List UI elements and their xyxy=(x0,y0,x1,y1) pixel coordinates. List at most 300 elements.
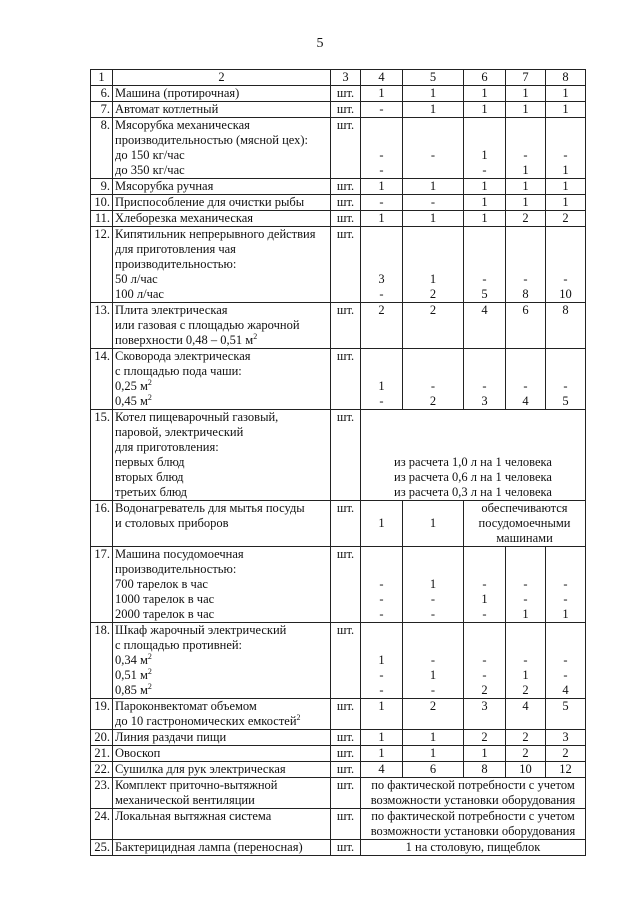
table-row xyxy=(91,195,586,211)
item-name xyxy=(113,179,331,195)
header-cell: 3 xyxy=(331,70,361,86)
value-cell xyxy=(546,349,586,410)
value-cell xyxy=(403,349,464,410)
value-line xyxy=(508,242,543,257)
value-cell xyxy=(546,623,586,699)
header-cell: 2 xyxy=(113,70,331,86)
value-cell xyxy=(464,349,506,410)
value-line xyxy=(548,118,583,133)
value-line xyxy=(405,547,461,562)
item-name xyxy=(113,746,331,762)
note-line xyxy=(363,440,583,455)
value-line: 5 xyxy=(562,394,569,408)
item-name-line: Плита электрическая xyxy=(115,303,228,317)
value-line: 2 xyxy=(378,303,385,317)
unit-cell: шт. xyxy=(331,86,361,102)
item-name xyxy=(113,778,331,809)
unit-cell: шт. xyxy=(331,699,361,730)
table-row xyxy=(91,86,586,102)
value-cell xyxy=(546,179,586,195)
item-name-line: паровой, электрический xyxy=(115,425,244,439)
value-cell xyxy=(506,547,546,623)
value-line xyxy=(508,623,543,638)
item-name xyxy=(113,102,331,118)
value-cell xyxy=(464,303,506,349)
item-name-line: 50 л/час xyxy=(115,272,158,286)
item-name-line: первых блюд xyxy=(115,455,185,469)
item-name xyxy=(113,501,331,547)
row-number: 16. xyxy=(91,501,113,547)
value-line xyxy=(508,547,543,562)
value-line xyxy=(466,562,503,577)
note-line: возможности установки оборудования xyxy=(370,793,576,807)
row-number: 18. xyxy=(91,623,113,699)
value-cell xyxy=(361,118,403,179)
value-cell xyxy=(361,623,403,699)
value-line xyxy=(363,364,400,379)
value-line: - xyxy=(482,668,487,682)
value-line: 1 xyxy=(562,607,569,621)
value-cell xyxy=(506,349,546,410)
value-line xyxy=(548,547,583,562)
note-line: посудомоечными xyxy=(478,516,571,530)
item-name-line: Котел пищеварочный газовый, xyxy=(115,410,279,424)
item-name-line: механической вентиляции xyxy=(115,793,255,807)
value-cell xyxy=(506,762,546,778)
value-line: 2 xyxy=(522,746,529,760)
table-row xyxy=(91,227,586,303)
value-line xyxy=(466,242,503,257)
value-line: - xyxy=(523,272,528,286)
unit-cell: шт. xyxy=(331,227,361,303)
unit-cell: шт. xyxy=(331,547,361,623)
value-line xyxy=(508,562,543,577)
value-cell xyxy=(464,118,506,179)
value-line: - xyxy=(379,683,384,697)
value-line: - xyxy=(482,163,487,177)
note-line: по фактической потребности с учетом xyxy=(371,809,575,823)
value-cell xyxy=(361,303,403,349)
value-cell xyxy=(361,86,403,102)
value-line xyxy=(405,257,461,272)
value-cell xyxy=(464,86,506,102)
value-line: - xyxy=(379,668,384,682)
value-cell xyxy=(464,547,506,623)
table-row xyxy=(91,349,586,410)
item-name-line: Пароконвектомат объемом xyxy=(115,699,257,713)
value-line xyxy=(363,638,400,653)
value-cell xyxy=(403,746,464,762)
value-line: - xyxy=(523,592,528,606)
value-line: 1 xyxy=(562,102,569,116)
value-line xyxy=(548,257,583,272)
item-name-line: Кипятильник непрерывного действия xyxy=(115,227,316,241)
value-cell xyxy=(361,746,403,762)
value-line: 1 xyxy=(378,86,385,100)
row-number: 21. xyxy=(91,746,113,762)
value-line xyxy=(405,227,461,242)
row-number: 9. xyxy=(91,179,113,195)
merged-note-cell xyxy=(361,840,586,856)
merged-note-cell xyxy=(361,809,586,840)
item-name-line: Комплект приточно-вытяжной xyxy=(115,778,278,792)
unit-cell: шт. xyxy=(331,623,361,699)
table-row xyxy=(91,303,586,349)
unit-cell: шт. xyxy=(331,762,361,778)
item-name-line: Хлеборезка механическая xyxy=(115,211,254,225)
table-row xyxy=(91,730,586,746)
unit-cell: шт. xyxy=(331,840,361,856)
merged-note-cell xyxy=(361,778,586,809)
value-line: - xyxy=(523,577,528,591)
value-cell xyxy=(361,102,403,118)
header-cell: 5 xyxy=(403,70,464,86)
value-cell xyxy=(506,746,546,762)
value-line xyxy=(363,562,400,577)
item-name xyxy=(113,547,331,623)
value-line: 2 xyxy=(562,746,569,760)
value-cell xyxy=(464,227,506,303)
value-line xyxy=(405,118,461,133)
value-cell xyxy=(403,762,464,778)
value-line: - xyxy=(563,592,568,606)
value-line: 1 xyxy=(378,179,385,193)
value-cell xyxy=(546,730,586,746)
unit-cell: шт. xyxy=(331,410,361,501)
unit-cell: шт. xyxy=(331,809,361,840)
merged-note-cell xyxy=(361,410,586,501)
table-row xyxy=(91,102,586,118)
value-cell xyxy=(506,211,546,227)
item-name-line: 700 тарелок в час xyxy=(115,577,208,591)
value-line: 3 xyxy=(481,394,488,408)
value-line: - xyxy=(379,577,384,591)
value-line xyxy=(466,364,503,379)
item-name-line: Бактерицидная лампа (переносная) xyxy=(115,840,303,854)
value-cell xyxy=(403,303,464,349)
item-name xyxy=(113,349,331,410)
value-line: 4 xyxy=(378,762,385,776)
value-cell xyxy=(546,227,586,303)
value-cell xyxy=(506,623,546,699)
item-name-line: до 350 кг/час xyxy=(115,163,185,177)
value-line: 2 xyxy=(522,211,529,225)
item-name-line: Водонагреватель для мытья посуды xyxy=(115,501,305,515)
value-line: 1 xyxy=(562,163,569,177)
value-cell xyxy=(506,227,546,303)
value-line xyxy=(548,638,583,653)
value-line xyxy=(508,638,543,653)
note-line: из расчета 1,0 л на 1 человека xyxy=(394,455,552,469)
value-cell xyxy=(506,118,546,179)
row-number: 12. xyxy=(91,227,113,303)
table-row xyxy=(91,778,586,809)
value-line xyxy=(548,562,583,577)
value-line xyxy=(548,242,583,257)
value-line: 1 xyxy=(522,86,529,100)
value-cell xyxy=(546,699,586,730)
unit-cell: шт. xyxy=(331,118,361,179)
value-line xyxy=(363,133,400,148)
value-line: 1 xyxy=(481,179,488,193)
note-line: 1 на столовую, пищеблок xyxy=(405,840,541,854)
table-row xyxy=(91,179,586,195)
row-number: 7. xyxy=(91,102,113,118)
row-number: 11. xyxy=(91,211,113,227)
value-line xyxy=(363,227,400,242)
item-name-line: Локальная вытяжная система xyxy=(115,809,272,823)
value-cell xyxy=(361,730,403,746)
value-line xyxy=(466,118,503,133)
item-name-line: Шкаф жарочный электрический xyxy=(115,623,287,637)
value-cell xyxy=(506,86,546,102)
value-line: 4 xyxy=(522,394,529,408)
value-cell xyxy=(464,102,506,118)
value-line: 8 xyxy=(481,762,488,776)
value-cell xyxy=(361,211,403,227)
value-line: 2 xyxy=(429,699,437,713)
value-line: - xyxy=(563,148,568,162)
row-number: 19. xyxy=(91,699,113,730)
value-cell xyxy=(361,762,403,778)
value-line: 1 xyxy=(481,746,488,760)
value-line: 1 xyxy=(522,102,529,116)
item-name-line: Овоскоп xyxy=(115,746,161,760)
value-line: 10 xyxy=(519,762,532,776)
value-line: 1 xyxy=(522,668,529,682)
value-cell xyxy=(403,623,464,699)
value-line: - xyxy=(430,607,436,621)
item-name xyxy=(113,195,331,211)
value-line xyxy=(363,547,400,562)
value-line: - xyxy=(379,163,384,177)
item-name-line: Машина посудомоечная xyxy=(115,547,244,561)
value-cell xyxy=(464,623,506,699)
unit-cell: шт. xyxy=(331,778,361,809)
value-line xyxy=(466,638,503,653)
item-name-line: третьих блюд xyxy=(115,485,187,499)
value-line xyxy=(405,364,461,379)
value-cell xyxy=(464,746,506,762)
value-line: - xyxy=(563,577,568,591)
value-line: - xyxy=(379,287,384,301)
value-line: 1 xyxy=(522,163,529,177)
value-cell xyxy=(506,179,546,195)
item-name-line: Приспособление для очистки рыбы xyxy=(115,195,305,209)
row-number: 15. xyxy=(91,410,113,501)
note-line xyxy=(363,410,583,425)
value-cell xyxy=(546,547,586,623)
value-line: 1 xyxy=(522,607,529,621)
value-line xyxy=(508,364,543,379)
unit-cell: шт. xyxy=(331,746,361,762)
item-name-line: до 150 кг/час xyxy=(115,148,185,162)
value-line: 1 xyxy=(522,195,529,209)
value-line: - xyxy=(563,653,568,667)
unit-cell: шт. xyxy=(331,730,361,746)
item-name-line: Линия раздачи пищи xyxy=(115,730,227,744)
value-line: 4 xyxy=(562,683,569,697)
unit-cell: шт. xyxy=(331,303,361,349)
value-line: - xyxy=(430,148,436,162)
note-line: из расчета 0,6 л на 1 человека xyxy=(394,470,552,484)
table-row xyxy=(91,746,586,762)
item-name-line: поверхности 0,48 – 0,51 $м^2$ xyxy=(115,331,258,347)
value-line: - xyxy=(430,683,436,697)
value-line xyxy=(405,133,461,148)
value-line: 1 xyxy=(481,195,488,209)
table-header-row xyxy=(91,70,586,86)
item-name-line: до 10 гастрономических емкостей$^2$ xyxy=(115,712,301,728)
item-name-line: Машина (протирочная) xyxy=(115,86,240,100)
value-line: 1 xyxy=(562,179,569,193)
value-cell xyxy=(464,211,506,227)
value-cell xyxy=(403,730,464,746)
table-row xyxy=(91,699,586,730)
row-number: 25. xyxy=(91,840,113,856)
item-name xyxy=(113,118,331,179)
header-cell: 8 xyxy=(546,70,586,86)
note-line: из расчета 0,3 л на 1 человека xyxy=(394,485,552,499)
table-row xyxy=(91,547,586,623)
value-line: 2 xyxy=(429,287,437,301)
item-name-line: с площадью пода чаши: xyxy=(115,364,242,378)
value-cell xyxy=(403,86,464,102)
value-line: 1 xyxy=(429,577,437,591)
value-line: 1 xyxy=(378,730,385,744)
item-name xyxy=(113,840,331,856)
value-line: - xyxy=(563,272,568,286)
value-line: - xyxy=(523,653,528,667)
value-line: 2 xyxy=(522,730,529,744)
row-number: 8. xyxy=(91,118,113,179)
value-cell xyxy=(464,762,506,778)
value-line: 2 xyxy=(562,211,569,225)
table-row xyxy=(91,410,586,501)
table-row xyxy=(91,623,586,699)
value-line: 1 xyxy=(378,653,385,667)
value-cell xyxy=(546,746,586,762)
table-row xyxy=(91,501,586,547)
merged-note-cell xyxy=(464,501,586,547)
value-cell xyxy=(361,547,403,623)
item-name xyxy=(113,809,331,840)
value-cell xyxy=(546,211,586,227)
value-line: 8 xyxy=(562,303,569,317)
value-line: 1 xyxy=(429,86,437,100)
value-line: - xyxy=(379,195,384,209)
item-name-line: 0,51 $м^2$ xyxy=(115,666,152,682)
value-line: 1 xyxy=(481,86,488,100)
item-name xyxy=(113,762,331,778)
value-line: 1 xyxy=(378,211,385,225)
value-line xyxy=(466,547,503,562)
value-line xyxy=(548,133,583,148)
value-cell xyxy=(546,118,586,179)
item-name-line: 0,85 $м^2$ xyxy=(115,681,152,697)
value-line xyxy=(548,364,583,379)
table-row xyxy=(91,762,586,778)
value-line: - xyxy=(523,148,528,162)
value-line: 1 xyxy=(522,179,529,193)
value-line: - xyxy=(430,195,436,209)
item-name xyxy=(113,211,331,227)
value-line: - xyxy=(482,272,487,286)
value-line xyxy=(466,257,503,272)
item-name xyxy=(113,730,331,746)
value-line: - xyxy=(563,668,568,682)
value-line: 3 xyxy=(378,272,385,286)
unit-cell: шт. xyxy=(331,102,361,118)
note-line: машинами xyxy=(496,531,553,545)
value-cell: 1 xyxy=(361,501,403,547)
header-cell: 4 xyxy=(361,70,403,86)
value-line: 1 xyxy=(429,179,437,193)
item-name-line: 0,34 $м^2$ xyxy=(115,651,152,667)
item-name-line: для приготовления чая xyxy=(115,242,236,256)
item-name-line: Сковорода электрическая xyxy=(115,349,251,363)
value-line: 1 xyxy=(429,730,437,744)
value-line: 12 xyxy=(559,762,572,776)
value-cell xyxy=(361,349,403,410)
value-line xyxy=(405,349,461,364)
value-cell xyxy=(506,195,546,211)
value-cell xyxy=(403,118,464,179)
value-line xyxy=(363,623,400,638)
value-cell xyxy=(403,211,464,227)
item-name-line: производительностью (мясной цех): xyxy=(115,133,309,147)
value-line: 1 xyxy=(378,699,385,713)
table-row xyxy=(91,211,586,227)
value-line xyxy=(405,562,461,577)
value-cell xyxy=(506,303,546,349)
value-line xyxy=(508,349,543,364)
value-line xyxy=(363,242,400,257)
row-number: 22. xyxy=(91,762,113,778)
value-line: - xyxy=(379,148,384,162)
row-number: 13. xyxy=(91,303,113,349)
value-line xyxy=(548,227,583,242)
value-cell: 1 xyxy=(403,501,464,547)
item-name-line: Мясорубка механическая xyxy=(115,118,250,132)
item-name-line: производительностью: xyxy=(115,562,237,576)
note-line: возможности установки оборудования xyxy=(370,824,576,838)
value-line: - xyxy=(482,379,487,393)
value-line xyxy=(508,118,543,133)
unit-cell: шт. xyxy=(331,195,361,211)
value-line: 1 xyxy=(429,746,437,760)
item-name-line: или газовая с площадью жарочной xyxy=(115,318,300,332)
value-cell xyxy=(403,699,464,730)
item-name-line: Мясорубка ручная xyxy=(115,179,214,193)
unit-cell: шт. xyxy=(331,179,361,195)
unit-cell: шт. xyxy=(331,211,361,227)
value-line: - xyxy=(563,379,568,393)
row-number: 14. xyxy=(91,349,113,410)
value-line: 6 xyxy=(429,762,437,776)
value-line xyxy=(363,257,400,272)
table-row xyxy=(91,118,586,179)
value-cell xyxy=(464,195,506,211)
value-line: - xyxy=(482,607,487,621)
row-number: 6. xyxy=(91,86,113,102)
table-row xyxy=(91,840,586,856)
value-line: - xyxy=(430,653,436,667)
item-name-line: с площадью противней: xyxy=(115,638,243,652)
value-line: - xyxy=(379,592,384,606)
value-line xyxy=(363,349,400,364)
item-name-line: 0,25 $м^2$ xyxy=(115,377,152,393)
